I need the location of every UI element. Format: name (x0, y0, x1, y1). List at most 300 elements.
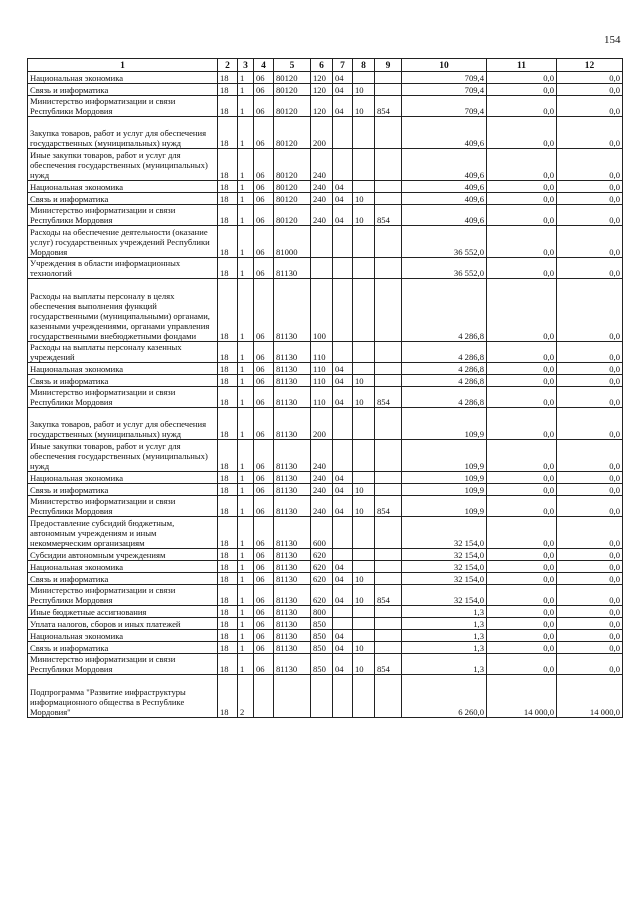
row-c10: 4 286,8 (402, 279, 487, 342)
row-c8 (353, 675, 375, 718)
row-c9 (375, 549, 402, 561)
row-c4: 06 (254, 408, 274, 440)
row-c10: 1,3 (402, 606, 487, 618)
row-c11: 0,0 (487, 408, 557, 440)
row-c10: 409,6 (402, 181, 487, 193)
row-c5: 80120 (274, 72, 311, 84)
row-c5: 81130 (274, 654, 311, 675)
row-c2: 18 (218, 606, 238, 618)
row-c5: 81130 (274, 496, 311, 517)
row-c10: 1,3 (402, 654, 487, 675)
row-c12: 0,0 (557, 72, 623, 84)
row-c6: 200 (311, 408, 333, 440)
row-c3: 1 (238, 72, 254, 84)
row-c3: 1 (238, 408, 254, 440)
row-c6: 240 (311, 496, 333, 517)
row-c4: 06 (254, 517, 274, 549)
row-c2: 18 (218, 205, 238, 226)
row-c9 (375, 117, 402, 149)
row-c11: 0,0 (487, 205, 557, 226)
row-c2: 18 (218, 226, 238, 258)
row-c8: 10 (353, 642, 375, 654)
row-c4: 06 (254, 642, 274, 654)
header-col-12: 12 (557, 59, 623, 72)
row-c3: 1 (238, 181, 254, 193)
row-c8 (353, 149, 375, 181)
row-c6: 240 (311, 193, 333, 205)
table-row (28, 549, 623, 561)
row-c10: 109,9 (402, 440, 487, 472)
row-c2: 18 (218, 585, 238, 606)
row-c2: 18 (218, 279, 238, 342)
row-c12: 0,0 (557, 342, 623, 363)
row-c10: 1,3 (402, 642, 487, 654)
row-c5: 81130 (274, 630, 311, 642)
header-col-11: 11 (487, 59, 557, 72)
row-c2: 18 (218, 72, 238, 84)
row-c7: 04 (333, 181, 353, 193)
row-c10: 409,6 (402, 205, 487, 226)
row-c5: 80120 (274, 205, 311, 226)
row-c11: 0,0 (487, 387, 557, 408)
row-c8: 10 (353, 375, 375, 387)
row-c11: 0,0 (487, 149, 557, 181)
row-c8: 10 (353, 193, 375, 205)
row-c5: 81130 (274, 472, 311, 484)
table-row (28, 375, 623, 387)
row-c3: 1 (238, 573, 254, 585)
row-name: Министерство информатизации и связи Республики Мордовия (28, 205, 218, 226)
row-c11: 0,0 (487, 484, 557, 496)
row-c8: 10 (353, 496, 375, 517)
row-c3: 1 (238, 149, 254, 181)
row-c4: 06 (254, 618, 274, 630)
row-c5: 80120 (274, 96, 311, 117)
row-c4: 06 (254, 484, 274, 496)
row-c5: 81130 (274, 375, 311, 387)
row-c3: 1 (238, 585, 254, 606)
row-c12: 0,0 (557, 375, 623, 387)
row-c3: 1 (238, 618, 254, 630)
row-name: Предоставление субсидий бюджетным, автономным учреждениям и иным некоммерческим организациям (28, 517, 218, 549)
row-c7 (333, 606, 353, 618)
row-c11: 0,0 (487, 440, 557, 472)
row-c6 (311, 258, 333, 279)
row-c11: 0,0 (487, 642, 557, 654)
row-c2: 18 (218, 517, 238, 549)
row-c6: 850 (311, 654, 333, 675)
row-c10: 109,9 (402, 496, 487, 517)
row-c7 (333, 117, 353, 149)
row-c7: 04 (333, 630, 353, 642)
row-c2: 18 (218, 618, 238, 630)
row-c7: 04 (333, 84, 353, 96)
row-name: Закупка товаров, работ и услуг для обеспечения государственных (муниципальных) нужд (28, 408, 218, 440)
row-c9: 854 (375, 496, 402, 517)
row-c6 (311, 675, 333, 718)
row-c9 (375, 408, 402, 440)
row-c12: 0,0 (557, 205, 623, 226)
row-c2: 18 (218, 375, 238, 387)
row-c12: 14 000,0 (557, 675, 623, 718)
row-c6: 240 (311, 472, 333, 484)
row-c9 (375, 72, 402, 84)
row-c9 (375, 440, 402, 472)
row-c4: 06 (254, 72, 274, 84)
row-c2: 18 (218, 561, 238, 573)
row-c3: 1 (238, 375, 254, 387)
row-c9 (375, 472, 402, 484)
row-c6: 620 (311, 585, 333, 606)
table-row (28, 193, 623, 205)
row-c7: 04 (333, 375, 353, 387)
row-c12: 0,0 (557, 226, 623, 258)
row-name: Связь и информатика (28, 193, 218, 205)
row-c7 (333, 279, 353, 342)
row-c11: 0,0 (487, 561, 557, 573)
page-number: 154 (604, 34, 621, 46)
row-c12: 0,0 (557, 561, 623, 573)
row-c12: 0,0 (557, 654, 623, 675)
row-c6: 120 (311, 72, 333, 84)
row-c11: 0,0 (487, 117, 557, 149)
row-c12: 0,0 (557, 363, 623, 375)
row-c2: 18 (218, 363, 238, 375)
row-c3: 1 (238, 363, 254, 375)
row-c7: 04 (333, 472, 353, 484)
row-c11: 0,0 (487, 226, 557, 258)
table-row (28, 84, 623, 96)
header-col-9: 9 (375, 59, 402, 72)
row-c7: 04 (333, 193, 353, 205)
row-c10: 409,6 (402, 193, 487, 205)
row-name: Связь и информатика (28, 642, 218, 654)
row-c3: 1 (238, 387, 254, 408)
table-row (28, 205, 623, 226)
row-c4: 06 (254, 181, 274, 193)
row-c2: 18 (218, 408, 238, 440)
row-c11: 0,0 (487, 585, 557, 606)
row-c10: 32 154,0 (402, 585, 487, 606)
table-row (28, 585, 623, 606)
row-c3: 1 (238, 654, 254, 675)
row-c6: 800 (311, 606, 333, 618)
row-c8: 10 (353, 654, 375, 675)
row-c2: 18 (218, 117, 238, 149)
row-c5: 81130 (274, 606, 311, 618)
row-c4: 06 (254, 117, 274, 149)
row-c5: 81130 (274, 342, 311, 363)
row-c6: 620 (311, 561, 333, 573)
row-name: Учреждения в области информационных технологий (28, 258, 218, 279)
header-col-6: 6 (311, 59, 333, 72)
row-c3: 1 (238, 205, 254, 226)
row-c12: 0,0 (557, 606, 623, 618)
row-c10: 4 286,8 (402, 342, 487, 363)
row-c2: 18 (218, 149, 238, 181)
row-c9 (375, 561, 402, 573)
row-c11: 0,0 (487, 279, 557, 342)
row-name: Расходы на выплаты персоналу в целях обеспечения выполнения функций государственными (муниципальными) органами, казенными учреждениями, органами управления государственными внебюджетными фондами (28, 279, 218, 342)
row-c5: 81130 (274, 549, 311, 561)
row-name: Расходы на обеспечение деятельности (оказание услуг) государственных учреждений Республики Мордовия (28, 226, 218, 258)
row-c2: 18 (218, 440, 238, 472)
row-c12: 0,0 (557, 517, 623, 549)
table-header-row (28, 59, 623, 72)
header-col-5: 5 (274, 59, 311, 72)
row-c4: 06 (254, 96, 274, 117)
row-c9 (375, 342, 402, 363)
row-c9 (375, 279, 402, 342)
row-name: Министерство информатизации и связи Республики Мордовия (28, 585, 218, 606)
row-c7: 04 (333, 654, 353, 675)
row-c6: 240 (311, 205, 333, 226)
row-name: Национальная экономика (28, 363, 218, 375)
header-col-4: 4 (254, 59, 274, 72)
row-c9 (375, 226, 402, 258)
row-c11: 0,0 (487, 496, 557, 517)
table-row (28, 517, 623, 549)
row-c6 (311, 226, 333, 258)
row-c4: 06 (254, 630, 274, 642)
row-c10: 4 286,8 (402, 387, 487, 408)
row-c7 (333, 342, 353, 363)
table-row (28, 279, 623, 342)
row-c2: 18 (218, 654, 238, 675)
row-c12: 0,0 (557, 408, 623, 440)
row-name: Иные бюджетные ассигнования (28, 606, 218, 618)
row-c10: 1,3 (402, 630, 487, 642)
row-c8 (353, 181, 375, 193)
table-row (28, 675, 623, 718)
row-c7 (333, 549, 353, 561)
table-row (28, 472, 623, 484)
row-name: Министерство информатизации и связи Республики Мордовия (28, 387, 218, 408)
row-c2: 18 (218, 96, 238, 117)
row-c2: 18 (218, 484, 238, 496)
row-c9 (375, 375, 402, 387)
row-c3: 1 (238, 517, 254, 549)
row-c6: 110 (311, 363, 333, 375)
row-c7: 04 (333, 642, 353, 654)
row-c11: 0,0 (487, 618, 557, 630)
row-c4: 06 (254, 549, 274, 561)
row-c3: 1 (238, 484, 254, 496)
table-row (28, 630, 623, 642)
row-c6: 240 (311, 440, 333, 472)
row-c11: 0,0 (487, 654, 557, 675)
row-c12: 0,0 (557, 618, 623, 630)
row-c12: 0,0 (557, 496, 623, 517)
row-c4: 06 (254, 440, 274, 472)
row-c11: 0,0 (487, 606, 557, 618)
row-c12: 0,0 (557, 484, 623, 496)
row-c8 (353, 561, 375, 573)
row-c7: 04 (333, 96, 353, 117)
row-c11: 0,0 (487, 96, 557, 117)
row-c9 (375, 193, 402, 205)
table-row (28, 561, 623, 573)
row-c2: 18 (218, 84, 238, 96)
table-row (28, 387, 623, 408)
row-c10: 709,4 (402, 84, 487, 96)
row-c7 (333, 618, 353, 630)
table-row (28, 96, 623, 117)
row-c9 (375, 573, 402, 585)
row-name: Министерство информатизации и связи Республики Мордовия (28, 654, 218, 675)
row-c8: 10 (353, 387, 375, 408)
table-row (28, 181, 623, 193)
row-c11: 14 000,0 (487, 675, 557, 718)
row-c2: 18 (218, 675, 238, 718)
row-c11: 0,0 (487, 258, 557, 279)
row-c4: 06 (254, 226, 274, 258)
row-c6: 120 (311, 84, 333, 96)
row-c6: 100 (311, 279, 333, 342)
row-c9 (375, 363, 402, 375)
row-c8: 10 (353, 585, 375, 606)
row-c7 (333, 258, 353, 279)
row-c11: 0,0 (487, 181, 557, 193)
row-c10: 36 552,0 (402, 258, 487, 279)
row-c7 (333, 517, 353, 549)
row-name: Национальная экономика (28, 630, 218, 642)
row-c9: 854 (375, 387, 402, 408)
header-col-8: 8 (353, 59, 375, 72)
row-c2: 18 (218, 387, 238, 408)
table-row (28, 72, 623, 84)
row-c5: 81130 (274, 618, 311, 630)
row-c4: 06 (254, 585, 274, 606)
row-c3: 1 (238, 279, 254, 342)
row-c9 (375, 84, 402, 96)
row-c3: 1 (238, 117, 254, 149)
row-c11: 0,0 (487, 472, 557, 484)
table-row (28, 258, 623, 279)
row-c2: 18 (218, 181, 238, 193)
row-c11: 0,0 (487, 363, 557, 375)
table-row (28, 226, 623, 258)
row-c8: 10 (353, 205, 375, 226)
row-c3: 1 (238, 440, 254, 472)
table-row (28, 408, 623, 440)
row-c2: 18 (218, 258, 238, 279)
row-c10: 1,3 (402, 618, 487, 630)
row-c10: 4 286,8 (402, 375, 487, 387)
row-name: Иные закупки товаров, работ и услуг для обеспечения государственных (муниципальных) нужд (28, 149, 218, 181)
row-name: Субсидии автономным учреждениям (28, 549, 218, 561)
row-c6: 110 (311, 375, 333, 387)
row-c9 (375, 484, 402, 496)
row-c9 (375, 149, 402, 181)
row-c8: 10 (353, 84, 375, 96)
row-c8: 10 (353, 573, 375, 585)
row-c6: 110 (311, 387, 333, 408)
row-c5: 80120 (274, 181, 311, 193)
row-name: Расходы на выплаты персоналу казенных учреждений (28, 342, 218, 363)
table-row (28, 496, 623, 517)
row-c3: 1 (238, 630, 254, 642)
row-c10: 109,9 (402, 408, 487, 440)
row-c7: 04 (333, 585, 353, 606)
row-c7: 04 (333, 561, 353, 573)
row-c3: 1 (238, 561, 254, 573)
row-c2: 18 (218, 630, 238, 642)
row-c4: 06 (254, 606, 274, 618)
row-c12: 0,0 (557, 193, 623, 205)
row-c8 (353, 279, 375, 342)
row-c4: 06 (254, 342, 274, 363)
row-c3: 1 (238, 606, 254, 618)
row-c5: 81130 (274, 561, 311, 573)
row-c10: 109,9 (402, 484, 487, 496)
row-c8 (353, 549, 375, 561)
row-c2: 18 (218, 193, 238, 205)
row-c11: 0,0 (487, 517, 557, 549)
row-c11: 0,0 (487, 375, 557, 387)
row-c4 (254, 675, 274, 718)
row-c2: 18 (218, 472, 238, 484)
budget-table (27, 58, 623, 718)
table-row (28, 149, 623, 181)
row-c10: 32 154,0 (402, 549, 487, 561)
row-c12: 0,0 (557, 440, 623, 472)
row-c2: 18 (218, 342, 238, 363)
row-c5: 81130 (274, 363, 311, 375)
row-c9: 854 (375, 654, 402, 675)
row-c9: 854 (375, 205, 402, 226)
row-c3: 2 (238, 675, 254, 718)
row-c2: 18 (218, 573, 238, 585)
row-c12: 0,0 (557, 472, 623, 484)
row-c6: 240 (311, 149, 333, 181)
row-c10: 32 154,0 (402, 573, 487, 585)
row-c7: 04 (333, 363, 353, 375)
row-c8 (353, 618, 375, 630)
row-c6: 850 (311, 642, 333, 654)
row-c4: 06 (254, 84, 274, 96)
row-name: Национальная экономика (28, 72, 218, 84)
table-row (28, 117, 623, 149)
row-c12: 0,0 (557, 258, 623, 279)
header-col-10: 10 (402, 59, 487, 72)
row-c8 (353, 342, 375, 363)
row-c12: 0,0 (557, 181, 623, 193)
row-c5: 80120 (274, 117, 311, 149)
row-c6: 620 (311, 573, 333, 585)
row-c2: 18 (218, 496, 238, 517)
row-c6: 600 (311, 517, 333, 549)
row-c10: 32 154,0 (402, 561, 487, 573)
table-row (28, 440, 623, 472)
row-c5: 81130 (274, 408, 311, 440)
row-name: Иные закупки товаров, работ и услуг для обеспечения государственных (муниципальных) нужд (28, 440, 218, 472)
row-c11: 0,0 (487, 193, 557, 205)
row-c3: 1 (238, 496, 254, 517)
row-c3: 1 (238, 84, 254, 96)
row-c5: 80120 (274, 84, 311, 96)
row-name: Национальная экономика (28, 561, 218, 573)
row-c5: 81130 (274, 573, 311, 585)
row-c4: 06 (254, 205, 274, 226)
row-c8 (353, 226, 375, 258)
row-c11: 0,0 (487, 573, 557, 585)
row-name: Связь и информатика (28, 573, 218, 585)
row-c5: 81130 (274, 258, 311, 279)
table-row (28, 606, 623, 618)
row-c10: 709,4 (402, 96, 487, 117)
row-c6: 110 (311, 342, 333, 363)
